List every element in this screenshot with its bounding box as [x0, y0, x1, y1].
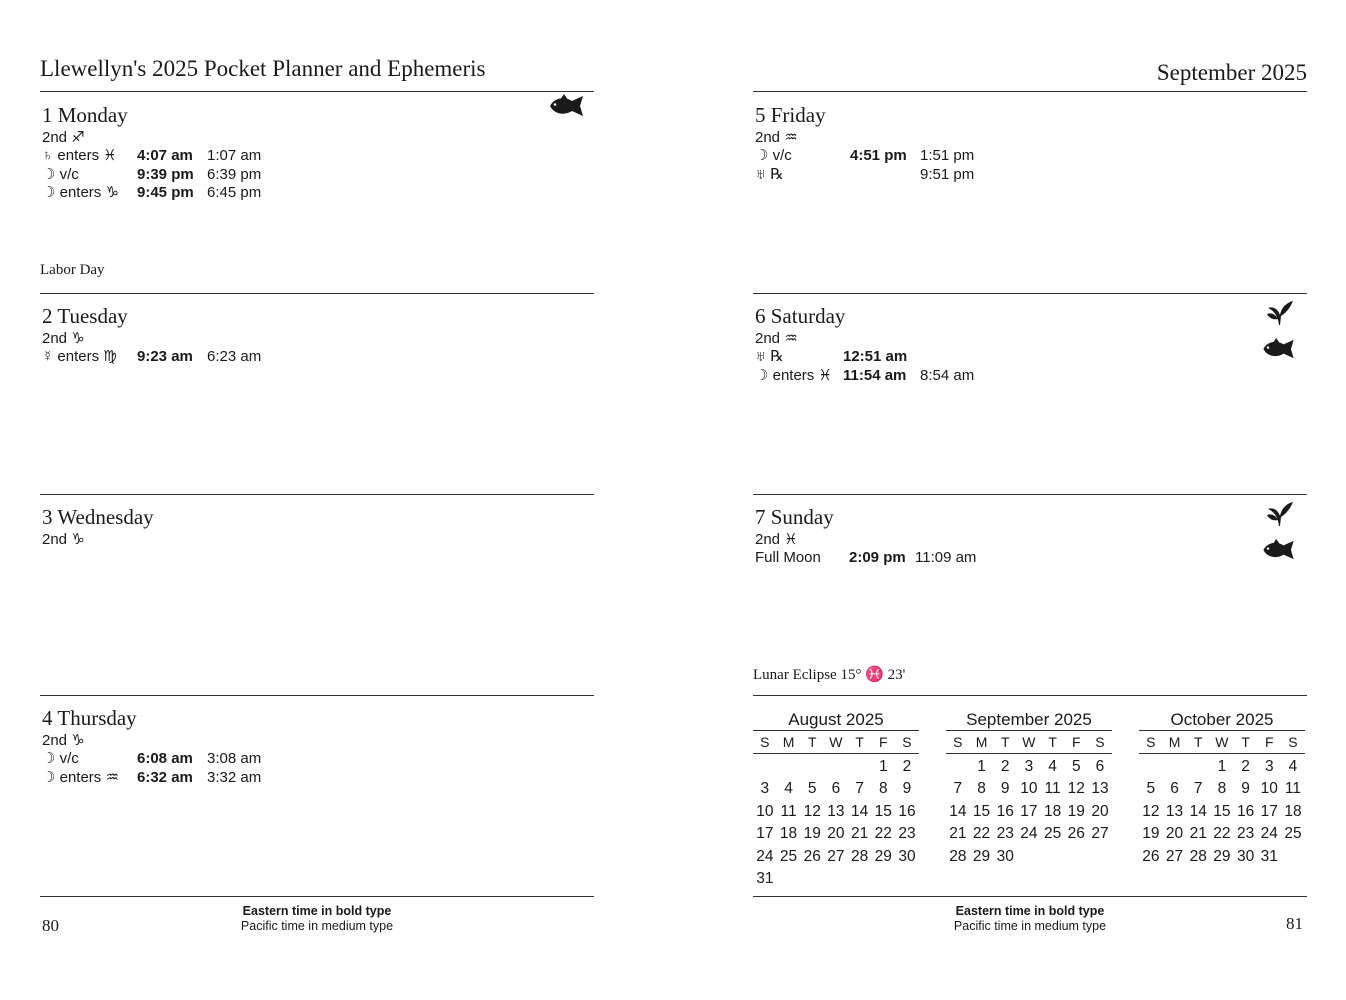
- calendar-day: 14: [1189, 802, 1207, 820]
- event-eastern-time: 6:08 am: [137, 750, 193, 767]
- event-label: ☽ enters ♓: [755, 366, 832, 384]
- calendar-day: 4: [1288, 758, 1298, 775]
- calendar-day: [946, 756, 970, 778]
- calendar-day: 18: [1284, 802, 1302, 820]
- event-eastern-time: 6:32 am: [137, 768, 193, 786]
- weekday-label: M: [1168, 734, 1181, 750]
- fish-icon: [548, 94, 586, 118]
- calendar-day: [1163, 756, 1187, 778]
- calendar-week: [753, 756, 919, 778]
- calendar-day: 12: [1067, 780, 1085, 798]
- event-eastern-time: [850, 166, 920, 185]
- calendar-day: [1017, 846, 1041, 868]
- events-list: [755, 147, 1307, 184]
- events-list: [755, 348, 1307, 385]
- calendar-day: [800, 756, 824, 778]
- event-eastern-time: 4:51 pm: [850, 147, 907, 164]
- calendar-day: 7: [855, 780, 864, 798]
- calendar-day: 1: [1217, 758, 1227, 775]
- event-eastern-time: 12:51 am: [843, 348, 908, 365]
- calendar-day: 15: [972, 802, 991, 820]
- event-eastern-time: 2:09 pm: [849, 549, 906, 566]
- header-rule: [40, 91, 594, 92]
- calendar-day: 1: [977, 758, 986, 775]
- calendar-week: [1139, 846, 1305, 868]
- weekday-label: M: [975, 734, 988, 750]
- weekday-label: S: [1146, 734, 1156, 750]
- day-wednesday: [40, 504, 594, 549]
- calendar-week: [946, 823, 1112, 845]
- weekday-label: W: [1022, 734, 1036, 750]
- calendar-day: 28: [850, 847, 869, 865]
- moon-phase: 2nd ♑: [42, 330, 85, 347]
- calendar-day: 11: [1284, 780, 1302, 798]
- event-pacific-time: 6:45 pm: [207, 184, 262, 201]
- event-pacific-time: 1:51 pm: [920, 147, 975, 164]
- calendar-day: 27: [1091, 825, 1109, 843]
- event-pacific-time: 8:54 am: [920, 366, 975, 384]
- calendar-day: [800, 868, 824, 890]
- weekday-label: W: [1215, 734, 1229, 750]
- calendar-day: 13: [827, 802, 845, 820]
- calendar-grid: [946, 754, 1112, 868]
- calendar-day: 10: [1020, 780, 1038, 798]
- calendar-day: 3: [760, 780, 770, 798]
- calendar-day: [1186, 756, 1210, 778]
- legend-pacific: Pacific time in medium type: [953, 919, 1107, 933]
- calendar-day: 6: [1095, 758, 1105, 775]
- calendar-day: 5: [1146, 780, 1156, 798]
- calendar-day: 4: [1048, 758, 1057, 775]
- event-eastern-time: 4:07 am: [137, 147, 193, 164]
- event-label: ♄ enters ♓: [42, 147, 117, 164]
- weekday-label: S: [902, 734, 912, 750]
- calendar-week: [946, 778, 1112, 800]
- calendar-day: 1: [878, 758, 888, 775]
- event-label: Full Moon: [755, 549, 821, 566]
- moon-phase: 2nd ♒: [755, 330, 798, 347]
- event-row: [755, 348, 1307, 367]
- calendar-day: 18: [1043, 802, 1062, 820]
- event-row: [42, 147, 594, 166]
- calendar-day: 8: [1217, 780, 1227, 798]
- weekday-label: T: [1000, 734, 1010, 750]
- calendar-day: [824, 756, 848, 778]
- calendar-day: 28: [949, 847, 967, 865]
- day-title: 6 Saturday: [755, 304, 846, 328]
- calendar-day: [1139, 756, 1163, 778]
- day-saturday: [753, 303, 1307, 385]
- moon-phase: 2nd ♐: [42, 129, 85, 146]
- legend-eastern: Eastern time in bold type: [242, 904, 392, 918]
- calendar-week: [753, 801, 919, 823]
- calendar-day: 18: [779, 825, 798, 843]
- day-title: 7 Sunday: [755, 505, 834, 529]
- calendar-day: 31: [1260, 847, 1278, 865]
- calendar-day: [824, 868, 848, 890]
- calendar-day: 10: [1260, 780, 1278, 798]
- mini-calendar-october: [1139, 710, 1305, 868]
- calendar-day: [777, 756, 801, 778]
- page-number: 80: [42, 916, 59, 935]
- event-row: [42, 166, 594, 185]
- event-row: [42, 348, 594, 367]
- event-eastern-time: 9:45 pm: [137, 184, 194, 201]
- calendar-title: October 2025: [1170, 710, 1274, 729]
- day-divider: [753, 695, 1307, 696]
- event-row: [42, 184, 594, 203]
- calendar-day: [753, 756, 777, 778]
- calendar-day: 12: [803, 802, 821, 820]
- weekday-label: T: [1241, 734, 1250, 750]
- calendar-day: 7: [1193, 780, 1203, 798]
- event-eastern-time: 9:23 am: [137, 348, 193, 365]
- page-number: 81: [1286, 914, 1303, 933]
- weekday-label: W: [829, 734, 843, 750]
- calendar-day: 29: [972, 847, 991, 865]
- calendar-day: [777, 868, 801, 890]
- event-label: ☽ enters ♑: [42, 184, 119, 201]
- event-row: [755, 367, 1307, 386]
- event-pacific-time: 3:08 am: [207, 750, 262, 767]
- calendar-day: 14: [949, 802, 967, 820]
- calendar-grid: [1139, 754, 1305, 868]
- calendar-day: 11: [780, 802, 797, 820]
- calendar-week: [946, 756, 1112, 778]
- calendar-day: 23: [1236, 825, 1255, 843]
- calendar-day: 31: [756, 870, 774, 888]
- calendar-title: August 2025: [788, 710, 884, 729]
- header-rule: [753, 91, 1307, 92]
- calendar-day: 6: [1170, 780, 1179, 798]
- day-divider: [40, 293, 594, 294]
- eclipse-label: Lunar Eclipse 15° ♓ 23': [753, 667, 906, 683]
- calendar-day: 27: [1165, 847, 1184, 865]
- calendar-day: 21: [949, 825, 967, 843]
- calendar-day: 24: [1020, 825, 1038, 843]
- moon-phase: 2nd ♒: [755, 129, 798, 146]
- calendar-day: [1064, 846, 1088, 868]
- calendar-week: [753, 778, 919, 800]
- day-divider: [753, 293, 1307, 294]
- event-row: [755, 166, 1307, 185]
- calendar-day: 25: [779, 847, 798, 865]
- moon-phase: 2nd ♑: [42, 732, 85, 749]
- day-title: 2 Tuesday: [42, 304, 128, 328]
- event-pacific-time: 9:51 pm: [920, 165, 975, 183]
- event-label: ☽ v/c: [755, 147, 792, 164]
- day-tuesday: [40, 303, 594, 367]
- event-pacific-time: 3:32 am: [207, 768, 262, 786]
- calendar-weekday-header: [1139, 730, 1305, 754]
- calendar-day: 16: [898, 802, 916, 820]
- calendar-day: [1041, 846, 1065, 868]
- events-list: [755, 549, 1307, 568]
- calendar-day: 21: [850, 825, 869, 843]
- event-eastern-time: 11:54 am: [843, 366, 907, 384]
- legend-pacific: Pacific time in medium type: [240, 919, 394, 933]
- calendar-day: 8: [878, 780, 888, 798]
- calendar-day: 23: [898, 825, 916, 843]
- weekday-label: T: [807, 734, 817, 750]
- calendar-day: 26: [803, 847, 821, 865]
- calendar-day: 16: [1236, 802, 1255, 820]
- calendar-day: 2: [1241, 758, 1250, 775]
- calendar-day: 17: [1020, 802, 1038, 820]
- calendar-day: 29: [874, 847, 892, 865]
- mini-calendar-august: [753, 710, 919, 890]
- month-title: September 2025: [1156, 60, 1307, 85]
- calendar-weekday-header: [753, 730, 919, 754]
- day-sunday: [753, 504, 1307, 568]
- calendar-day: 3: [1264, 758, 1274, 775]
- weekday-label: M: [782, 734, 795, 750]
- weekday-label: S: [1095, 734, 1105, 750]
- calendar-week: [946, 846, 1112, 868]
- calendar-day: [895, 868, 919, 890]
- event-eastern-time: 9:39 pm: [137, 165, 194, 183]
- event-pacific-time: 6:23 am: [207, 348, 262, 365]
- event-pacific-time: 6:39 pm: [207, 165, 262, 183]
- calendar-day: [871, 868, 895, 890]
- day-title: 3 Wednesday: [42, 505, 154, 529]
- calendar-week: [1139, 801, 1305, 823]
- event-row: [42, 769, 594, 788]
- mini-calendar-september: [946, 710, 1112, 868]
- calendar-week: [1139, 823, 1305, 845]
- calendar-day: 19: [1142, 825, 1160, 843]
- planner-title: Llewellyn's 2025 Pocket Planner and Ephemeris: [40, 56, 486, 81]
- calendar-day: 25: [1043, 825, 1062, 843]
- calendar-day: 10: [756, 802, 774, 820]
- calendar-day: 22: [972, 825, 991, 843]
- calendar-day: [848, 756, 872, 778]
- day-thursday: [40, 705, 594, 787]
- event-label: ♅ ℞: [755, 348, 784, 365]
- calendar-day: 6: [831, 780, 841, 798]
- event-label: ☽ v/c: [42, 750, 79, 767]
- calendar-day: 4: [784, 780, 793, 798]
- day-title: 1 Monday: [42, 103, 128, 127]
- weekday-label: F: [1072, 734, 1081, 750]
- weekday-label: T: [855, 734, 864, 750]
- calendar-day: 29: [1213, 847, 1231, 865]
- calendar-week: [753, 868, 919, 890]
- event-label: ♅ ℞: [755, 165, 784, 183]
- time-legend: [753, 904, 1307, 934]
- calendar-day: 17: [756, 825, 774, 843]
- calendar-day: 28: [1189, 847, 1207, 865]
- calendar-weekday-header: [946, 730, 1112, 754]
- calendar-week: [946, 801, 1112, 823]
- weekday-label: S: [1288, 734, 1298, 750]
- event-label: ☿ enters ♍: [42, 348, 117, 365]
- day-title: 4 Thursday: [42, 706, 137, 730]
- calendar-day: 24: [756, 847, 774, 865]
- calendar-day: 21: [1189, 825, 1207, 843]
- calendar-day: 13: [1165, 802, 1184, 820]
- fish-icon: [1261, 539, 1297, 561]
- weekday-label: T: [1048, 734, 1057, 750]
- left-page: [40, 0, 600, 1000]
- calendar-day: 25: [1284, 825, 1302, 843]
- calendar-day: 22: [874, 825, 892, 843]
- event-row: [755, 147, 1307, 166]
- event-pacific-time: 11:09 am: [915, 549, 977, 566]
- calendar-day: 2: [1000, 758, 1010, 775]
- leaf-icon: [1265, 299, 1295, 327]
- calendar-day: 15: [874, 802, 892, 820]
- fish-icon: [1261, 338, 1297, 360]
- calendar-day: 11: [1044, 780, 1061, 798]
- weekday-label: F: [1265, 734, 1274, 750]
- calendar-day: 8: [977, 780, 986, 798]
- calendar-day: 30: [996, 847, 1014, 865]
- calendar-day: 19: [1067, 802, 1085, 820]
- event-label: ☽ v/c: [42, 165, 79, 183]
- day-friday: [753, 102, 1307, 184]
- calendar-day: 20: [1165, 825, 1184, 843]
- day-divider: [40, 494, 594, 495]
- calendar-day: 9: [1000, 780, 1010, 798]
- moon-phase: 2nd ♑: [42, 531, 85, 548]
- calendar-day: [1281, 846, 1305, 868]
- leaf-icon: [1265, 500, 1295, 528]
- calendar-day: 12: [1142, 802, 1160, 820]
- calendar-day: [848, 868, 872, 890]
- legend-eastern: Eastern time in bold type: [955, 904, 1105, 918]
- holiday-label: Labor Day: [40, 262, 105, 278]
- day-divider: [40, 695, 594, 696]
- calendar-day: 30: [898, 847, 916, 865]
- calendar-day: 2: [902, 758, 912, 775]
- calendar-day: 30: [1236, 847, 1255, 865]
- calendar-grid: [753, 754, 919, 890]
- calendar-day: 23: [996, 825, 1014, 843]
- weekday-label: S: [953, 734, 963, 750]
- weekday-label: T: [1193, 734, 1203, 750]
- calendar-day: 26: [1142, 847, 1160, 865]
- calendar-day: 16: [996, 802, 1014, 820]
- calendar-day: 24: [1260, 825, 1278, 843]
- calendar-day: 20: [1091, 802, 1109, 820]
- calendar-day: 14: [850, 802, 869, 820]
- calendar-title: September 2025: [966, 710, 1092, 729]
- calendar-week: [1139, 778, 1305, 800]
- calendar-day: 15: [1213, 802, 1231, 820]
- calendar-day: 19: [803, 825, 821, 843]
- calendar-week: [753, 846, 919, 868]
- right-page: [753, 0, 1313, 1000]
- calendar-day: 9: [902, 780, 912, 798]
- calendar-week: [1139, 756, 1305, 778]
- calendar-day: 3: [1024, 758, 1034, 775]
- calendar-day: 26: [1067, 825, 1085, 843]
- weekday-label: S: [760, 734, 770, 750]
- calendar-day: 17: [1260, 802, 1278, 820]
- footer-rule: [753, 896, 1307, 897]
- time-legend: [40, 904, 594, 934]
- moon-phase: 2nd ♓: [755, 531, 798, 548]
- calendar-day: 5: [1071, 758, 1081, 775]
- events-list: [42, 348, 594, 367]
- calendar-day: 20: [827, 825, 845, 843]
- calendar-day: 27: [827, 847, 845, 865]
- event-row: [755, 549, 1307, 568]
- day-monday: [40, 102, 594, 203]
- calendar-week: [753, 823, 919, 845]
- day-divider: [753, 494, 1307, 495]
- event-label: ☽ enters ♒: [42, 768, 119, 786]
- weekday-label: F: [879, 734, 888, 750]
- calendar-day: 9: [1241, 780, 1250, 798]
- day-title: 5 Friday: [755, 103, 826, 127]
- calendar-day: 7: [953, 780, 963, 798]
- calendar-day: 22: [1213, 825, 1231, 843]
- event-row: [42, 750, 594, 769]
- event-pacific-time: 1:07 am: [207, 147, 262, 164]
- calendar-day: [1088, 846, 1112, 868]
- events-list: [42, 147, 594, 203]
- events-list: [42, 750, 594, 787]
- calendar-day: 13: [1091, 780, 1109, 798]
- footer-rule: [40, 896, 594, 897]
- calendar-day: 5: [807, 780, 817, 798]
